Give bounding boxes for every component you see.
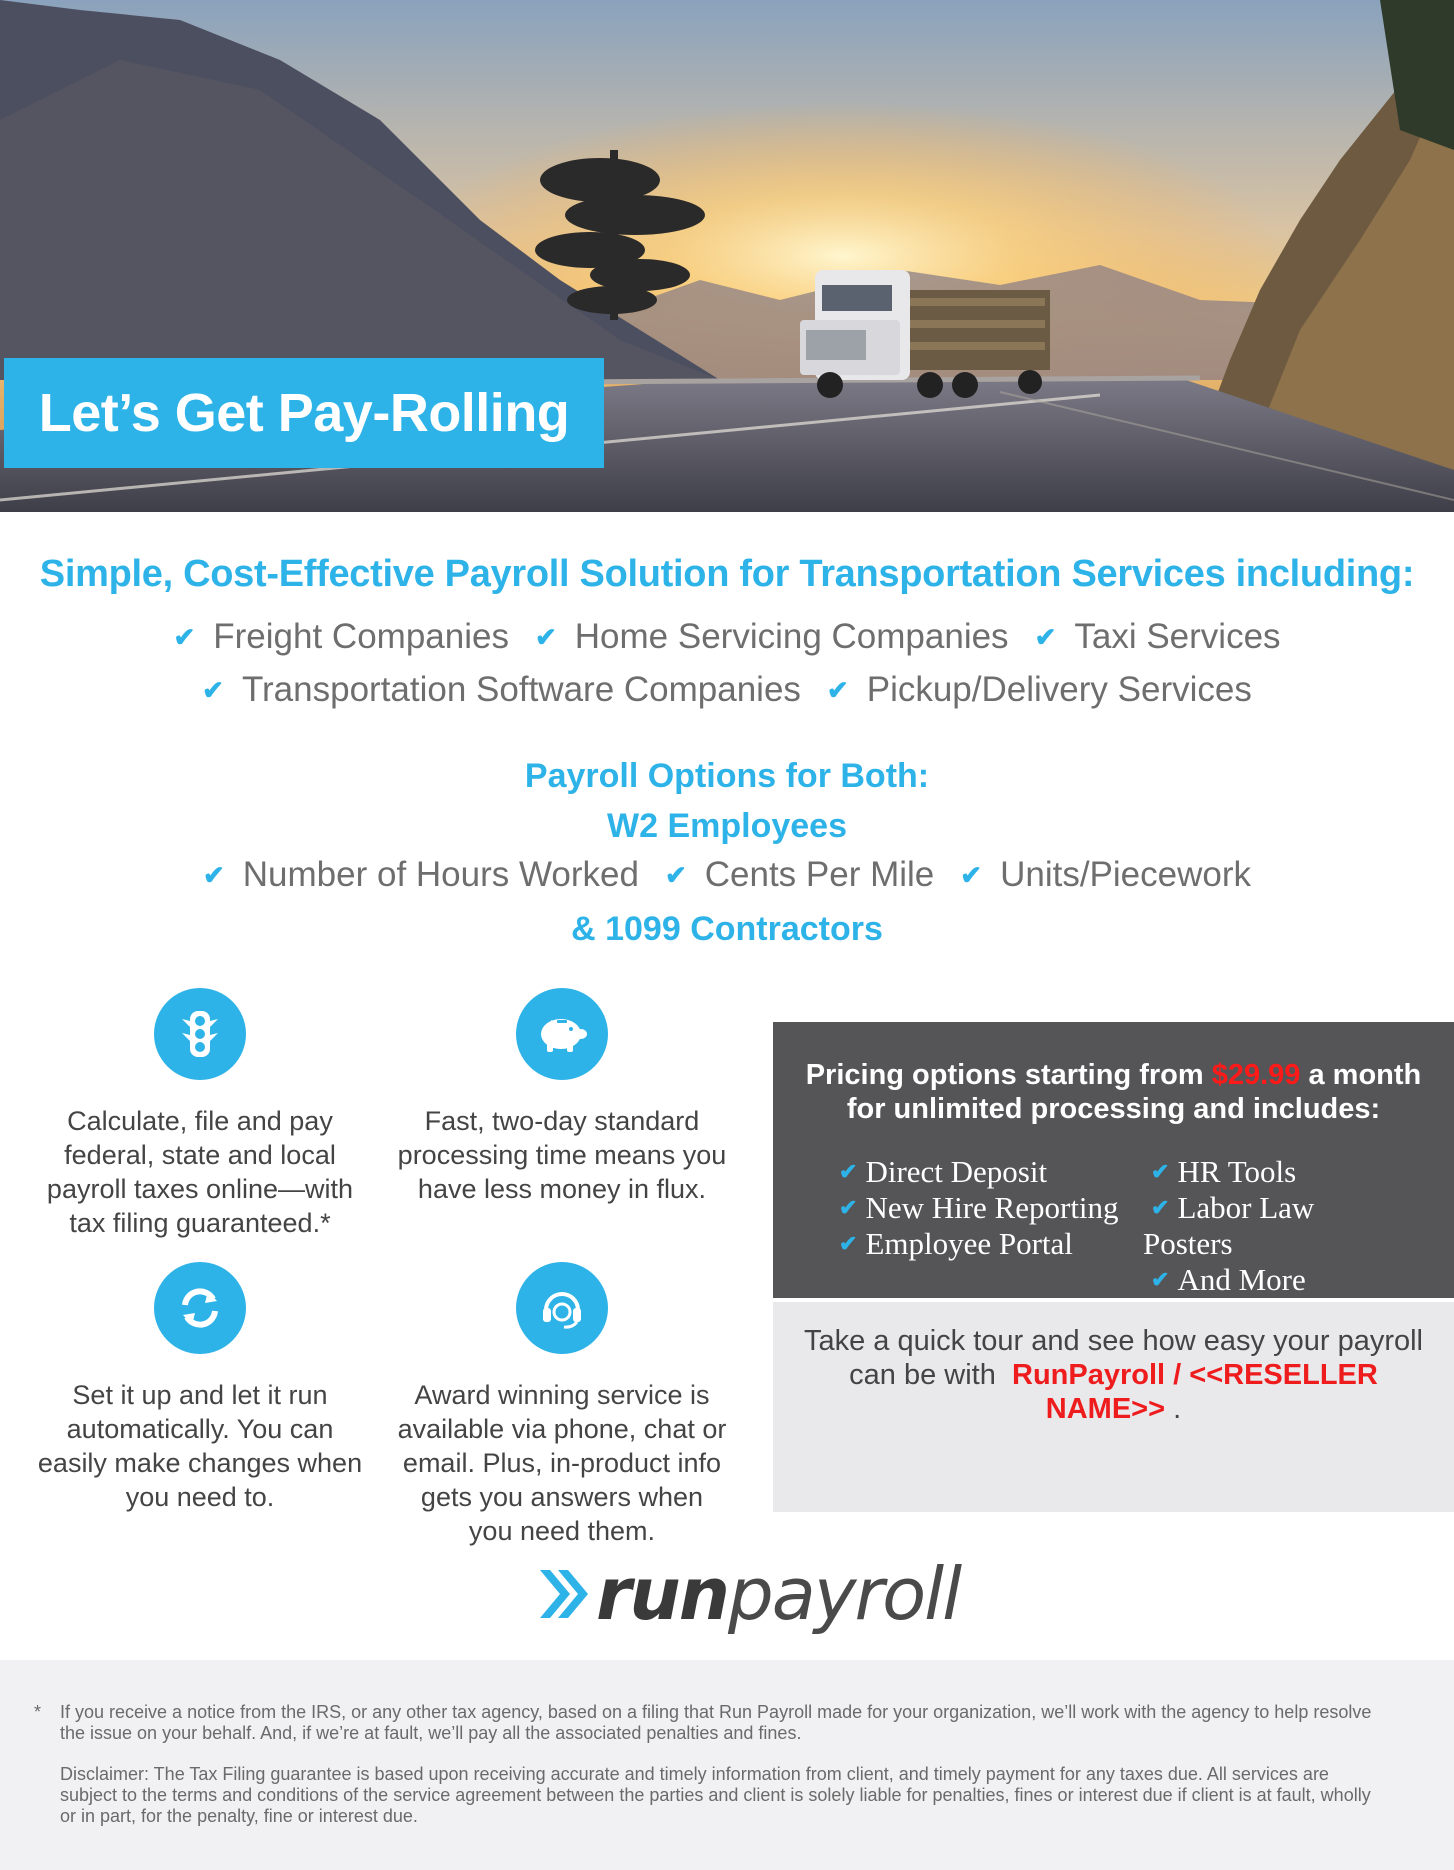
check-icon: ✔	[839, 1195, 858, 1220]
check-icon: ✔	[839, 1159, 858, 1184]
list-item-continued: Posters	[1143, 1226, 1233, 1261]
list-item: ✔ Units/Piecework	[960, 855, 1251, 894]
check-icon: ✔	[173, 621, 196, 652]
check-icon: ✔	[960, 859, 983, 890]
list-item: ✔ Freight Companies	[173, 617, 509, 656]
hero-title: Let’s Get Pay-Rolling	[38, 383, 570, 443]
options-title: Payroll Options for Both:	[524, 757, 930, 795]
check-icon: ✔	[839, 1231, 858, 1256]
reseller-name[interactable]: RunPayroll / <<RESELLER	[1012, 1359, 1378, 1391]
check-icon: ✔	[202, 859, 225, 890]
list-item: ✔ Number of Hours Worked	[202, 855, 639, 894]
pricing-panel	[773, 1022, 1454, 1298]
footnote: * If you receive a notice from the IRS, or any other tax agency, based on a filing that Run Payroll made for your organization, we’ll work with the agency to help resolve the issue on your behalf. And, if we’re at fault, we’ll pay all the associated penalties and fines.	[34, 1702, 1372, 1743]
feature-text: Calculate, file and pay federal, state and local payroll taxes online—with tax filing guaranteed.*	[46, 1106, 354, 1238]
feature-automation	[35, 1262, 365, 1514]
list-item: ✔ Pickup/Delivery Services	[826, 670, 1252, 709]
list-item: ✔ And More	[1151, 1262, 1306, 1297]
w2-items-row	[0, 855, 1454, 895]
industries-row-2	[0, 670, 1454, 710]
piggy-bank-icon	[516, 988, 608, 1080]
check-icon: ✔	[1151, 1195, 1170, 1220]
tour-text: Take a quick tour and see how easy your payroll can be with RunPayroll / <<RESELLER NAME>> .	[803, 1325, 1423, 1425]
w2-label: W2 Employees	[607, 807, 847, 845]
pricing-heading: Pricing options starting from $29.99 a month for unlimited processing and includes:	[805, 1059, 1422, 1125]
feature-text: Award winning service is available via phone, chat or email. Plus, in-product info gets you answers when you need them.	[397, 1380, 727, 1546]
list-item: ✔ HR Tools	[1151, 1154, 1297, 1189]
page-headline: Simple, Cost-Effective Payroll Solution for Transportation Services including:	[39, 553, 1415, 595]
traffic-light-icon	[154, 988, 246, 1080]
feature-text: Set it up and let it run automatically. You can easily make changes when you need to.	[37, 1380, 363, 1512]
list-item: ✔ Labor Law	[1151, 1190, 1315, 1225]
contractors-label: & 1099 Contractors	[571, 910, 883, 948]
check-icon: ✔	[534, 621, 557, 652]
check-icon: ✔	[1151, 1159, 1170, 1184]
list-item: ✔ Home Servicing Companies	[534, 617, 1009, 656]
runpayroll-logo: runpayroll	[538, 1552, 960, 1636]
refresh-icon	[154, 1262, 246, 1354]
check-icon: ✔	[826, 674, 849, 705]
list-item: ✔ New Hire Reporting	[839, 1190, 1119, 1225]
list-item: ✔ Taxi Services	[1034, 617, 1281, 656]
disclaimer: Disclaimer: The Tax Filing guarantee is based upon receiving accurate and timely information from client, and timely payment for any taxes due. All services are subject to the terms and conditions of the service agreement between the parties and client is solely liable for penalties, fines or interest due if client is at fault, wholly or in part, for the penalty, fine or interest due.	[60, 1764, 1371, 1826]
list-item: ✔ Cents Per Mile	[664, 855, 935, 894]
pricing-list-left	[839, 1154, 1119, 1262]
chevron-logo-icon	[538, 1566, 590, 1622]
check-icon: ✔	[202, 674, 224, 705]
check-icon: ✔	[1151, 1267, 1170, 1292]
hero-title-banner	[4, 358, 604, 468]
pricing-list-right	[1143, 1154, 1315, 1298]
list-item: ✔ Transportation Software Companies	[202, 670, 801, 709]
footer	[0, 1660, 1454, 1870]
industries-row-1	[0, 617, 1454, 657]
check-icon: ✔	[664, 859, 687, 890]
feature-tax-filing	[35, 988, 365, 1240]
price-amount: $29.99	[1211, 1059, 1301, 1091]
check-icon: ✔	[1034, 621, 1057, 652]
feature-support	[397, 1262, 727, 1548]
feature-processing	[397, 988, 727, 1206]
tour-panel	[773, 1302, 1454, 1512]
headset-icon	[516, 1262, 608, 1354]
hero-banner	[0, 0, 1454, 512]
list-item: ✔ Direct Deposit	[839, 1154, 1048, 1189]
feature-text: Fast, two-day standard processing time means you have less money in flux.	[397, 1106, 727, 1204]
list-item: ✔ Employee Portal	[839, 1226, 1073, 1261]
